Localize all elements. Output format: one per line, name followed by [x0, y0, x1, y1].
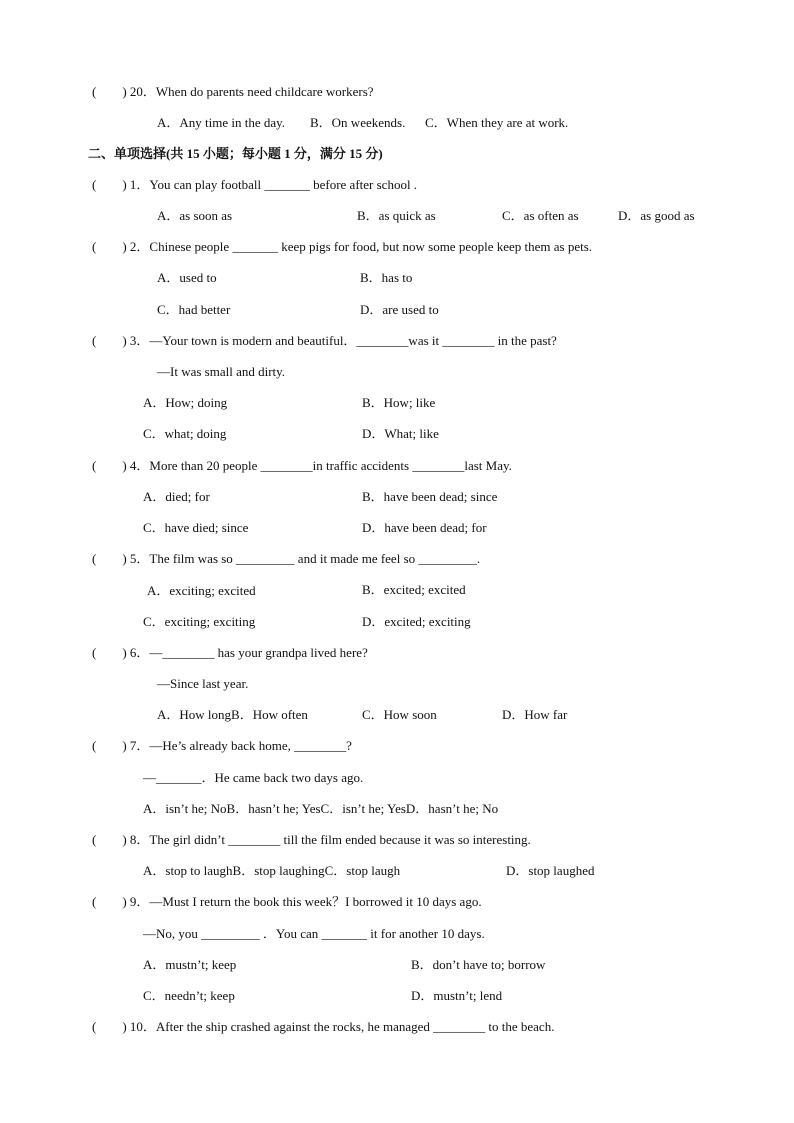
question-20-stem: ( ) 20．When do parents need childcare workers?: [92, 84, 374, 99]
question-2-stem: ( ) 2．Chinese people _______ keep pigs for food, but now some people keep them as pets.: [92, 239, 593, 254]
option-c: C．When they are at work.: [425, 115, 569, 130]
option-d: D．are used to: [360, 302, 439, 317]
option-b: B．has to: [360, 270, 413, 285]
option-c: C．have died; since: [143, 520, 249, 535]
option-d: D．stop laughed: [506, 863, 595, 878]
option-d: D．have been dead; for: [362, 520, 487, 535]
option-b: B．have been dead; since: [362, 489, 498, 504]
option-b: B．don’t have to; borrow: [411, 957, 546, 972]
question-9-stem: ( ) 9．—Must I return the book this week？I borrowed it 10 days ago.: [92, 894, 482, 909]
question-1-stem: ( ) 1．You can play football _______ before after school .: [92, 177, 418, 192]
option-c: C．exciting; exciting: [143, 614, 256, 629]
option-c: C．needn’t; keep: [143, 988, 235, 1003]
question-6-stem: ( ) 6．—________ has your grandpa lived here?: [92, 645, 368, 660]
option-a: A．How; doing: [143, 395, 228, 410]
question-7-stem: ( ) 7．—He’s already back home, ________?: [92, 738, 352, 753]
option-d: D．How far: [502, 707, 568, 722]
option-c: C．as often as: [502, 208, 579, 223]
option-c: C．had better: [157, 302, 231, 317]
option-a: A．used to: [157, 270, 217, 285]
question-4-stem: ( ) 4．More than 20 people ________in traffic accidents ________last May.: [92, 458, 512, 473]
options-a-d: A．isn’t he; NoB．hasn’t he; YesC．isn’t he; YesD．hasn’t he; No: [143, 801, 499, 816]
option-b: B．On weekends.: [310, 115, 406, 130]
option-d: D．excited; exciting: [362, 614, 471, 629]
option-b: B．excited; excited: [362, 582, 466, 597]
option-d: D．What; like: [362, 426, 439, 441]
question-7-reply: —_______．He came back two days ago.: [143, 770, 364, 785]
question-3-reply: —It was small and dirty.: [157, 364, 286, 379]
option-d: D．as good as: [618, 208, 695, 223]
option-b: B．as quick as: [357, 208, 436, 223]
option-a: A．Any time in the day.: [157, 115, 286, 130]
option-a: A．as soon as: [157, 208, 233, 223]
option-c: C．what; doing: [143, 426, 227, 441]
option-a-b: A．How longB．How often: [157, 707, 308, 722]
section-heading: 二、单项选择(共 15 小题；每小题 1 分，满分 15 分): [88, 146, 383, 161]
option-b: B．How; like: [362, 395, 436, 410]
question-10-stem: ( ) 10．After the ship crashed against the rocks, he managed ________ to the beach.: [92, 1019, 555, 1034]
question-6-reply: —Since last year.: [157, 676, 249, 691]
option-c: C．How soon: [362, 707, 437, 722]
question-8-stem: ( ) 8．The girl didn’t ________ till the film ended because it was so interesting.: [92, 832, 531, 847]
option-a: A．mustn’t; keep: [143, 957, 237, 972]
option-a: A．died; for: [143, 489, 210, 504]
option-a: A．exciting; excited: [147, 583, 256, 598]
question-5-stem: ( ) 5．The film was so _________ and it made me feel so _________.: [92, 551, 481, 566]
options-a-c: A．stop to laughB．stop laughingC．stop laugh: [143, 863, 401, 878]
question-9-reply: —No, you _________ ．You can _______ it for another 10 days.: [143, 926, 485, 941]
question-3-stem: ( ) 3．—Your town is modern and beautiful．________was it ________ in the past?: [92, 333, 557, 348]
option-d: D．mustn’t; lend: [411, 988, 503, 1003]
